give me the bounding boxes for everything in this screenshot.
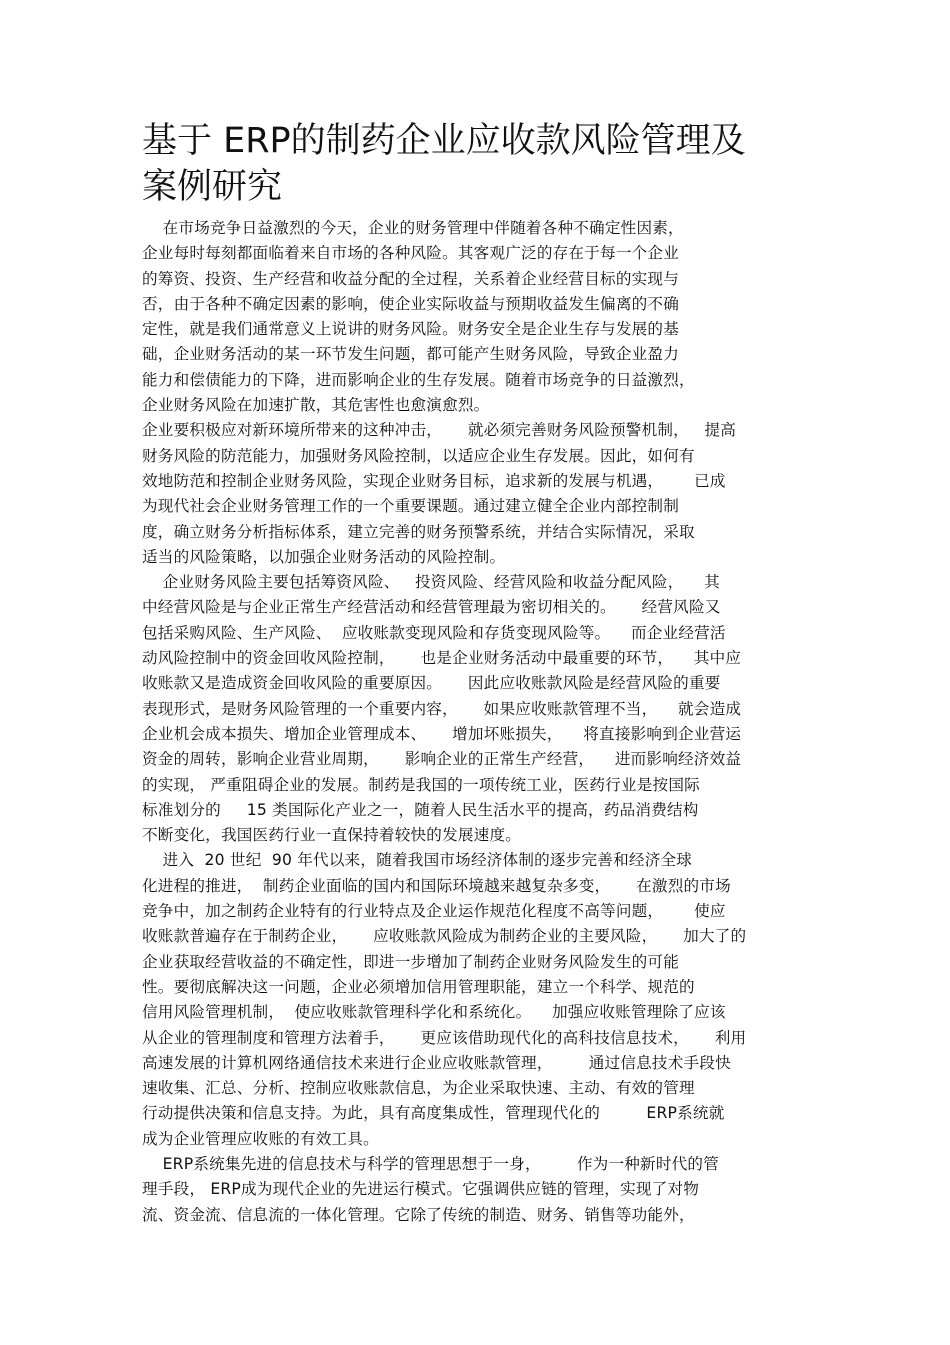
body-text-line: 收账款又是造成资金回收风险的重要原因。 因此应收账款风险是经营风险的重要 (142, 674, 721, 693)
body-text-line: 能力和偿债能力的下降，进而影响企业的生存发展。随着市场竞争的日益激烈， (142, 370, 695, 389)
body-text-line: 定性，就是我们通常意义上说讲的财务风险。财务安全是企业生存与发展的基 (142, 320, 679, 339)
body-text-line: 速收集、汇总、分析、控制应收账款信息，为企业采取快速、主动、有效的管理 (142, 1079, 695, 1098)
body-text-line: 性。要彻底解决这一问题，企业必须增加信用管理职能，建立一个科学、规范的 (142, 977, 695, 996)
body-text-line: 效地防范和控制企业财务风险，实现企业财务目标，追求新的发展与机遇， 已成 (142, 471, 726, 490)
body-text-line: 度，确立财务分析指标体系，建立完善的财务预警系统，并结合实际情况，采取 (142, 522, 695, 541)
body-text-line: 信用风险管理机制， 使应收账款管理科学化和系统化。 加强应收账管理除了应该 (142, 1003, 726, 1022)
body-text-line: 财务风险的防范能力，加强财务风险控制，以适应企业生存发展。因此，如何有 (142, 446, 695, 465)
document-body (142, 216, 807, 1228)
body-text-line: 进入 20 世纪 90 年代以来，随着我国市场经济体制的逐步完善和经济全球 (142, 851, 693, 870)
body-text-line: 中经营风险是与企业正常生产经营活动和经营管理最为密切相关的。 经营风险又 (142, 598, 721, 617)
document-page (142, 118, 807, 1228)
body-text-line: 企业每时每刻都面临着来自市场的各种风险。其客观广泛的存在于每一个企业 (142, 244, 679, 263)
body-text-line: 表现形式，是财务风险管理的一个重要内容， 如果应收账款管理不当， 就会造成 (142, 699, 742, 718)
body-text-line: 适当的风险策略，以加强企业财务活动的风险控制。 (142, 547, 506, 566)
body-text-line: 成为企业管理应收账的有效工具。 (142, 1129, 379, 1148)
body-text-line: 竞争中，加之制药企业特有的行业特点及企业运作规范化程度不高等问题， 使应 (142, 902, 726, 921)
body-text-line: 企业财务风险主要包括筹资风险、 投资风险、经营风险和收益分配风险， 其 (142, 573, 720, 592)
body-text-line: 企业要积极应对新环境所带来的这种冲击， 就必须完善财务风险预警机制， 提高 (142, 421, 737, 440)
body-text-line: 在市场竞争日益激烈的今天，企业的财务管理中伴随着各种不确定性因素， (142, 219, 684, 237)
body-text-line: 企业机会成本损失、增加企业管理成本、 增加坏账损失， 将直接影响到企业营运 (142, 724, 742, 743)
body-text-line: 流、资金流、信息流的一体化管理。它除了传统的制造、财务、销售等功能外， (142, 1205, 695, 1224)
body-text-line: 标准划分的 15 类国际化产业之一，随着人民生活水平的提高，药品消费结构 (142, 800, 699, 819)
body-text-line: 不断变化，我国医药行业一直保持着较快的发展速度。 (142, 826, 522, 845)
document-title (142, 118, 807, 210)
body-text-line: 包括采购风险、生产风险、 应收账款变现风险和存货变现风险等。 而企业经营活 (142, 623, 726, 642)
body-text-line: 行动提供决策和信息支持。为此，具有高度集成性，管理现代化的 ERP系统就 (142, 1104, 725, 1123)
body-text-line: 的筹资、投资、生产经营和收益分配的全过程，关系着企业经营目标的实现与 (142, 269, 679, 288)
body-text-line: 动风险控制中的资金回收风险控制， 也是企业财务活动中最重要的环节， 其中应 (142, 649, 742, 668)
body-text-line: 为现代社会企业财务管理工作的一个重要课题。通过建立健全企业内部控制制 (142, 497, 679, 516)
body-text-line: ERP系统集先进的信息技术与科学的管理思想于一身， 作为一种新时代的管 (142, 1154, 720, 1173)
body-text-line: 理手段， ERP成为现代企业的先进运行模式。它强调供应链的管理，实现了对物 (142, 1180, 700, 1199)
title-line: 基于 ERP的制药企业应收款风险管理及 (142, 121, 746, 161)
body-text-line: 企业财务风险在加速扩散，其危害性也愈演愈烈。 (142, 396, 490, 415)
body-text-line: 否，由于各种不确定因素的影响，使企业实际收益与预期收益发生偏离的不确 (142, 294, 679, 313)
body-text-line: 高速发展的计算机网络通信技术来进行企业应收账款管理， 通过信息技术手段快 (142, 1053, 731, 1072)
body-text-line: 从企业的管理制度和管理方法着手， 更应该借助现代化的高科技信息技术， 利用 (142, 1028, 747, 1047)
body-text-line: 资金的周转，影响企业营业周期， 影响企业的正常生产经营， 进而影响经济效益 (142, 750, 742, 769)
title-line: 案例研究 (142, 167, 283, 207)
body-text-line: 收账款普遍存在于制药企业， 应收账款风险成为制药企业的主要风险， 加大了的 (142, 927, 747, 946)
body-text-line: 企业获取经营收益的不确定性，即进一步增加了制药企业财务风险发生的可能 (142, 952, 679, 971)
body-text-line: 化进程的推进， 制药企业面临的国内和国际环境越来越复杂多变， 在激烈的市场 (142, 876, 731, 895)
body-text-line: 的实现， 严重阻碍企业的发展。制药是我国的一项传统工业，医药行业是按国际 (142, 775, 700, 794)
body-text-line: 础，企业财务活动的某一环节发生问题，都可能产生财务风险，导致企业盈力 (142, 345, 679, 364)
